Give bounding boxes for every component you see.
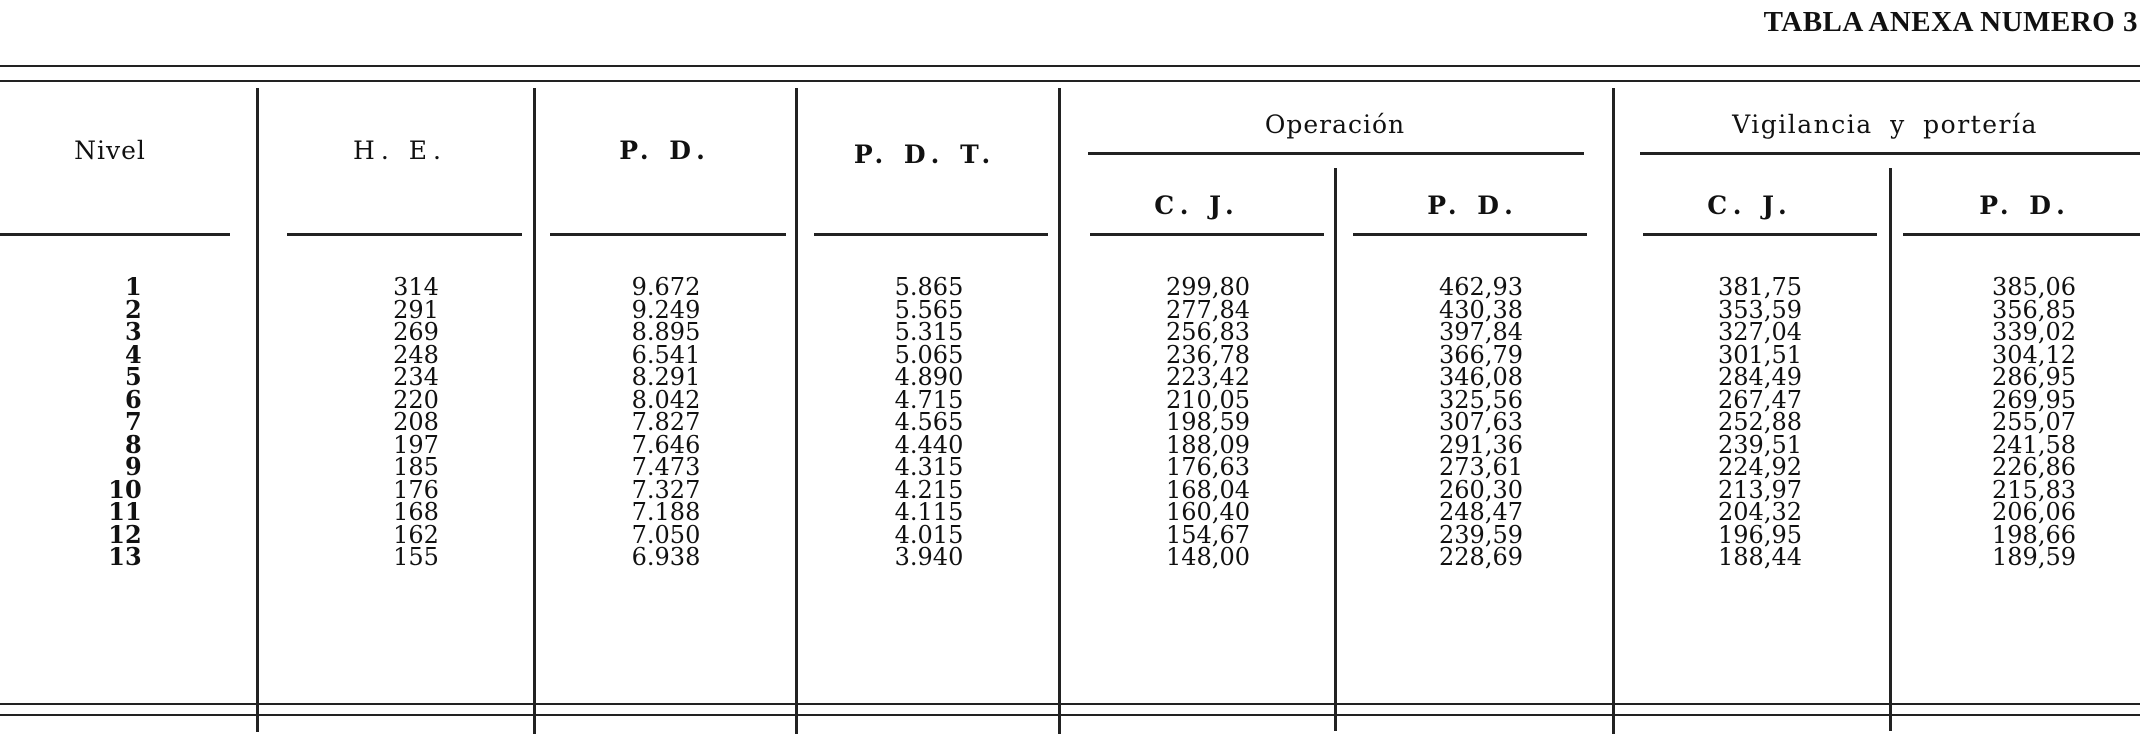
header-vigilancia-cj: C. J. bbox=[1707, 191, 1793, 220]
operacion-pd-underline bbox=[1353, 233, 1587, 236]
table-cell: 314 bbox=[393, 273, 439, 301]
table-cell: 226,86 bbox=[1992, 453, 2076, 481]
pdt-underline bbox=[814, 233, 1048, 236]
table-cell: 5.315 bbox=[894, 318, 964, 346]
table-cell: 13 bbox=[108, 542, 142, 571]
table-cell: 8.291 bbox=[631, 363, 701, 391]
header-vigilancia: Vigilancia y portería bbox=[1732, 110, 2038, 139]
table-cell: 4.015 bbox=[894, 520, 964, 549]
table-cell: 397,84 bbox=[1439, 318, 1523, 346]
table-cell: 5 bbox=[125, 362, 142, 391]
header-pdt: P. D. T. bbox=[853, 140, 997, 169]
table-cell: 304,12 bbox=[1992, 340, 2076, 369]
table-cell: 4.715 bbox=[894, 385, 964, 414]
table-cell: 7.050 bbox=[631, 520, 701, 549]
table-cell: 381,75 bbox=[1718, 273, 1802, 301]
table-cell: 208 bbox=[393, 408, 439, 436]
table-cell: 154,67 bbox=[1166, 520, 1250, 549]
header-operacion: Operación bbox=[1264, 110, 1406, 139]
table-cell: 4.215 bbox=[894, 475, 964, 504]
table-cell: 7.827 bbox=[631, 408, 701, 436]
column-vigilancia-cj bbox=[1718, 273, 1802, 571]
table-cell: 6.541 bbox=[631, 340, 701, 369]
table-cell: 215,83 bbox=[1992, 475, 2076, 504]
table-cell: 213,97 bbox=[1718, 475, 1802, 504]
divider-nivel-he bbox=[256, 88, 259, 732]
top-rule-inner bbox=[0, 80, 2140, 82]
header-nivel: Nivel bbox=[74, 136, 146, 165]
table-cell: 256,83 bbox=[1166, 318, 1250, 346]
table-cell: 301,51 bbox=[1718, 340, 1802, 369]
table-cell: 239,59 bbox=[1439, 520, 1523, 549]
divider-pdt-operacion bbox=[1058, 88, 1061, 734]
table-cell: 291,36 bbox=[1439, 430, 1523, 459]
divider-operacion-vigilancia bbox=[1612, 88, 1615, 734]
top-rule bbox=[0, 65, 2140, 67]
table-cell: 284,49 bbox=[1718, 363, 1802, 391]
table-cell: 269 bbox=[393, 318, 439, 346]
table-cell: 12 bbox=[108, 519, 142, 549]
he-underline bbox=[287, 233, 522, 236]
nivel-underline bbox=[0, 233, 230, 236]
column-vigilancia-pd bbox=[1992, 273, 2076, 571]
table-cell: 307,63 bbox=[1439, 408, 1523, 436]
column-operacion-pd bbox=[1439, 273, 1523, 571]
table-cell: 2 bbox=[125, 294, 142, 324]
table-cell: 248 bbox=[393, 340, 439, 369]
table-cell: 4.315 bbox=[894, 453, 964, 481]
table-cell: 155 bbox=[393, 543, 439, 571]
table-cell: 7.646 bbox=[631, 430, 701, 459]
table-cell: 185 bbox=[393, 453, 439, 481]
table-cell: 4.440 bbox=[894, 430, 964, 459]
table-cell: 273,61 bbox=[1439, 453, 1523, 481]
table-cell: 206,06 bbox=[1992, 498, 2076, 526]
operacion-underline bbox=[1088, 152, 1584, 155]
table-cell: 234 bbox=[393, 363, 439, 391]
table-cell: 4.565 bbox=[894, 408, 964, 436]
table-cell: 4.115 bbox=[894, 498, 964, 526]
table-cell: 223,42 bbox=[1166, 363, 1250, 391]
bottom-rule-inner bbox=[0, 714, 2140, 716]
divider-vigilancia-cj-pd bbox=[1889, 168, 1892, 731]
table-cell: 339,02 bbox=[1992, 318, 2076, 346]
table-cell: 267,47 bbox=[1718, 385, 1802, 414]
table-title: TABLA ANEXA NUMERO 3 bbox=[1763, 6, 2138, 38]
table-cell: 356,85 bbox=[1992, 295, 2076, 324]
vigilancia-pd-underline bbox=[1903, 233, 2140, 236]
table-cell: 10 bbox=[108, 474, 142, 504]
table-cell: 224,92 bbox=[1718, 453, 1802, 481]
table-cell: 6.938 bbox=[631, 543, 701, 571]
column-pdt bbox=[894, 273, 964, 571]
table-cell: 299,80 bbox=[1166, 273, 1250, 301]
pd-underline bbox=[550, 233, 786, 236]
divider-he-pd bbox=[533, 88, 536, 734]
table-cell: 5.865 bbox=[894, 273, 964, 301]
table-cell: 6 bbox=[125, 384, 142, 414]
table-cell: 188,44 bbox=[1718, 543, 1802, 571]
table-cell: 8 bbox=[125, 429, 142, 459]
divider-operacion-cj-pd bbox=[1334, 168, 1337, 731]
table-cell: 3 bbox=[125, 317, 142, 346]
table-cell: 189,59 bbox=[1992, 543, 2076, 571]
column-nivel bbox=[108, 272, 142, 571]
table-cell: 430,38 bbox=[1439, 295, 1523, 324]
table-cell: 269,95 bbox=[1992, 385, 2076, 414]
header-vigilancia-pd: P. D. bbox=[1979, 191, 2071, 220]
table-cell: 346,08 bbox=[1439, 363, 1523, 391]
table-cell: 198,59 bbox=[1166, 408, 1250, 436]
table-cell: 5.065 bbox=[894, 340, 964, 369]
bottom-rule bbox=[0, 703, 2140, 705]
table-cell: 197 bbox=[393, 430, 439, 459]
table-cell: 385,06 bbox=[1992, 273, 2076, 301]
table-cell: 286,95 bbox=[1992, 363, 2076, 391]
table-cell: 1 bbox=[125, 272, 142, 301]
table-cell: 3.940 bbox=[894, 543, 964, 571]
table-cell: 277,84 bbox=[1166, 295, 1250, 324]
operacion-cj-underline bbox=[1090, 233, 1324, 236]
table-cell: 4 bbox=[125, 339, 142, 369]
table-cell: 7.327 bbox=[631, 475, 701, 504]
vigilancia-cj-underline bbox=[1643, 233, 1877, 236]
table-cell: 366,79 bbox=[1439, 340, 1523, 369]
table-cell: 248,47 bbox=[1439, 498, 1523, 526]
table-cell: 325,56 bbox=[1439, 385, 1523, 414]
vigilancia-underline bbox=[1640, 152, 2140, 155]
divider-pd-pdt bbox=[795, 88, 798, 734]
header-pd: P. D. bbox=[619, 136, 711, 165]
table-cell: 462,93 bbox=[1439, 273, 1523, 301]
table-cell: 260,30 bbox=[1439, 475, 1523, 504]
table-cell: 252,88 bbox=[1718, 408, 1802, 436]
table-cell: 327,04 bbox=[1718, 318, 1802, 346]
table-cell: 7.188 bbox=[631, 498, 701, 526]
table-cell: 353,59 bbox=[1718, 295, 1802, 324]
table-cell: 188,09 bbox=[1166, 430, 1250, 459]
table-cell: 7.473 bbox=[631, 453, 701, 481]
column-he bbox=[393, 273, 439, 571]
table-cell: 176 bbox=[393, 475, 439, 504]
header-operacion-cj: C. J. bbox=[1154, 191, 1240, 220]
column-operacion-cj bbox=[1166, 273, 1250, 571]
table-cell: 228,69 bbox=[1439, 543, 1523, 571]
table-cell: 5.565 bbox=[894, 295, 964, 324]
table-cell: 210,05 bbox=[1166, 385, 1250, 414]
table-cell: 9 bbox=[125, 452, 142, 481]
table-cell: 236,78 bbox=[1166, 340, 1250, 369]
column-pd bbox=[631, 273, 701, 571]
table-cell: 8.895 bbox=[631, 318, 701, 346]
table-cell: 7 bbox=[125, 407, 142, 436]
table-cell: 160,40 bbox=[1166, 498, 1250, 526]
table-cell: 255,07 bbox=[1992, 408, 2076, 436]
table-cell: 176,63 bbox=[1166, 453, 1250, 481]
table-cell: 4.890 bbox=[894, 363, 964, 391]
table-cell: 162 bbox=[393, 520, 439, 549]
table-cell: 11 bbox=[108, 497, 142, 526]
table-cell: 9.672 bbox=[631, 273, 701, 301]
table-cell: 196,95 bbox=[1718, 520, 1802, 549]
table-cell: 204,32 bbox=[1718, 498, 1802, 526]
table-cell: 241,58 bbox=[1992, 430, 2076, 459]
table-cell: 148,00 bbox=[1166, 543, 1250, 571]
table-cell: 291 bbox=[393, 295, 439, 324]
table-cell: 198,66 bbox=[1992, 520, 2076, 549]
table-cell: 220 bbox=[393, 385, 439, 414]
table-cell: 9.249 bbox=[631, 295, 701, 324]
table-cell: 168,04 bbox=[1166, 475, 1250, 504]
header-he: H. E. bbox=[353, 136, 447, 165]
table-cell: 168 bbox=[393, 498, 439, 526]
header-operacion-pd: P. D. bbox=[1427, 191, 1519, 220]
table-cell: 239,51 bbox=[1718, 430, 1802, 459]
table-cell: 8.042 bbox=[631, 385, 701, 414]
